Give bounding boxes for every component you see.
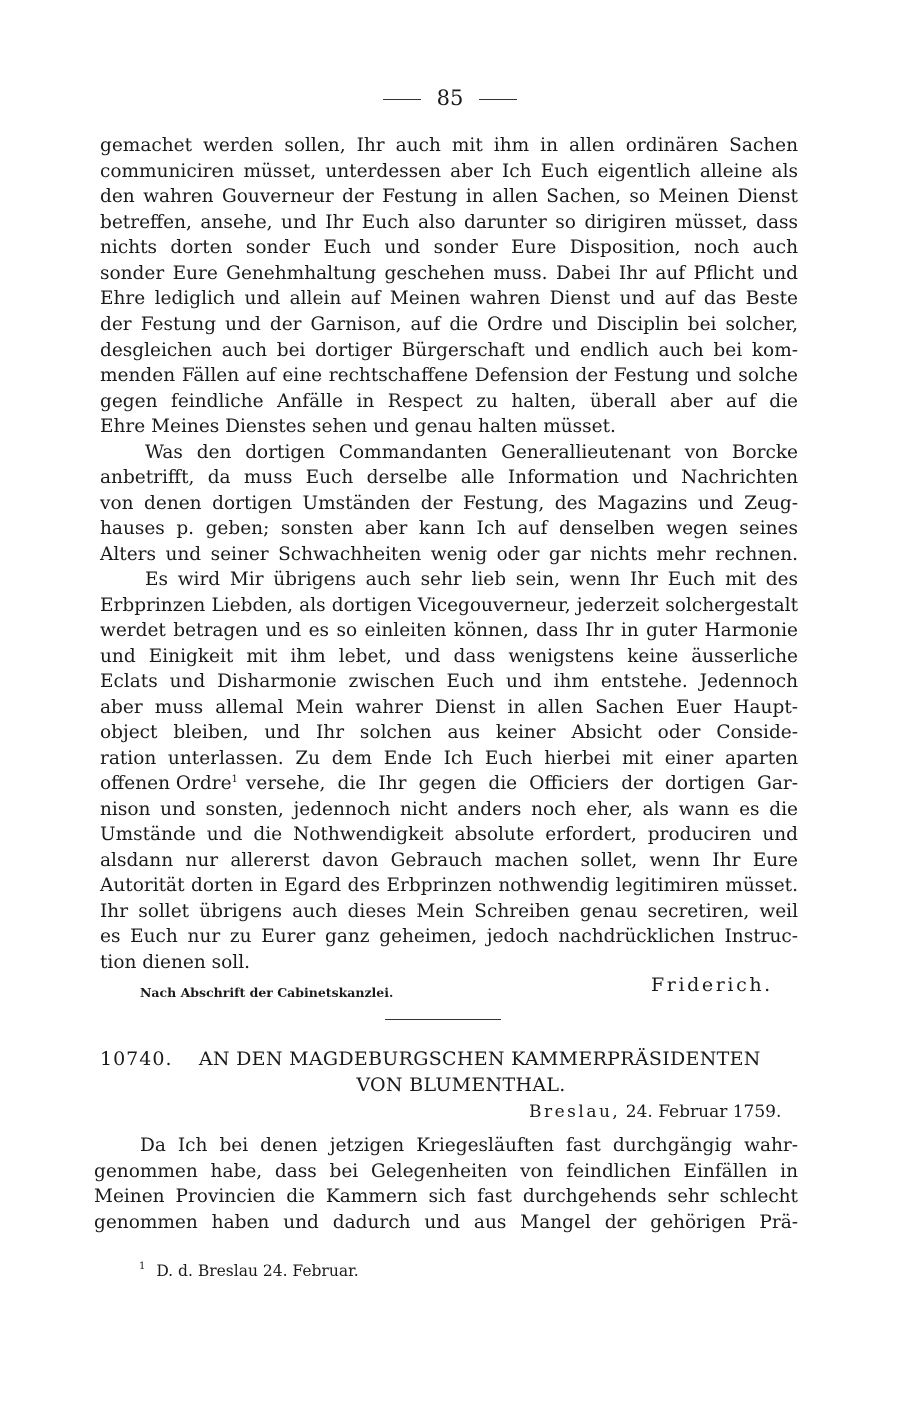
letter-number: 10740.	[100, 1048, 173, 1070]
text-fragment-main: offenen Ordre	[100, 773, 232, 794]
text-line: nison und sonsten, jedennoch nicht anders noch eher, als wann es die	[100, 799, 798, 820]
text-line: alsdann nur allererst davon Gebrauch machen sollet, wenn Ihr Eure	[100, 850, 798, 871]
text-line: von denen dortigen Umständen der Festung, des Magazins und Zeug-	[100, 493, 798, 514]
source-note: Nach Abschrift der Cabinetskanzlei.	[140, 985, 394, 1000]
text-line: Eclats und Disharmonie zwischen Euch und ihm entstehe. Jedennoch	[100, 671, 798, 692]
letter-date: 24. Februar 1759.	[625, 1102, 782, 1122]
section-divider	[385, 1019, 501, 1020]
footnote-reference: 1	[231, 774, 238, 785]
text-line: und Einigkeit mit ihm lebet, und dass wenigstens keine äusserliche	[100, 646, 798, 667]
text-line: hauses p. geben; sonsten aber kann Ich auf denselben wegen seines	[100, 518, 798, 539]
text-line: Ehre Meines Dienstes sehen und genau halten müsset.	[100, 416, 616, 437]
letter-place: Breslau,	[529, 1102, 621, 1122]
letter-heading-line1: AN DEN MAGDEBURGSCHEN KAMMERPRÄSIDENTEN	[198, 1048, 761, 1070]
text-line: Es wird Mir übrigens auch sehr lieb sein, wenn Ihr Euch mit des	[145, 569, 798, 590]
text-line: betreffen, ansehe, und Ihr Euch also darunter so dirigiren müsset, dass	[100, 212, 798, 233]
text-line: Da Ich bei denen jetzigen Kriegesläuften fast durchgängig wahr-	[140, 1135, 798, 1156]
text-fragment	[100, 771, 238, 797]
page-number-dash-right	[479, 99, 517, 100]
text-line: tion dienen soll.	[100, 952, 250, 973]
text-line: genommen habe, dass bei Gelegenheiten von feindlichen Einfällen in	[94, 1161, 798, 1182]
text-line: der Festung und der Garnison, auf die Ordre und Disciplin bei solcher,	[100, 314, 798, 335]
text-line: communiciren müsset, unterdessen aber Ich Euch eigentlich alleine als	[100, 161, 798, 182]
text-line: desgleichen auch bei dortiger Bürgerschaft und endlich auch bei kom-	[100, 340, 798, 361]
footnote	[139, 1262, 359, 1280]
text-line: Alters und seiner Schwachheiten wenig oder gar nichts mehr rechnen.	[100, 544, 798, 565]
signature: Friderich.	[651, 974, 773, 996]
text-line: Was den dortigen Commandanten Generallieutenant von Borcke	[145, 442, 798, 463]
footnote-text: D. d. Breslau 24. Februar.	[156, 1262, 359, 1280]
text-line: sonder Eure Genehmhaltung geschehen muss. Dabei Ihr auf Pflicht und	[100, 263, 798, 284]
text-line: werdet betragen und es so einleiten können, dass Ihr in guter Harmonie	[100, 620, 798, 641]
text-line: den wahren Gouverneur der Festung in allen Sachen, so Meinen Dienst	[100, 186, 798, 207]
text-line: Ehre lediglich und allein auf Meinen wahren Dienst und auf das Beste	[100, 288, 798, 309]
footnote-marker: 1	[139, 1261, 146, 1272]
text-line: nichts dorten sonder Euch und sonder Eure Disposition, noch auch	[100, 237, 798, 258]
text-line: Meinen Provincien die Kammern sich fast durchgehends sehr schlecht	[94, 1186, 798, 1207]
letter-dateline	[529, 1102, 781, 1122]
letter-heading-line2: VON BLUMENTHAL.	[356, 1074, 566, 1096]
text-line: anbetrifft, da muss Euch derselbe alle Information und Nachrichten	[100, 467, 798, 488]
page-number	[0, 86, 900, 110]
text-line: gemachet werden sollen, Ihr auch mit ihm in allen ordinären Sachen	[100, 135, 798, 156]
text-line: object bleiben, und Ihr solchen aus keiner Absicht oder Conside-	[100, 722, 798, 743]
text-line: ration unterlassen. Zu dem Ende Ich Euch hierbei mit einer aparten	[100, 748, 798, 769]
text-line: gegen feindliche Anfälle in Respect zu halten, überall aber auf die	[100, 391, 798, 412]
text-line: es Euch nur zu Eurer ganz geheimen, jedoch nachdrücklichen Instruc-	[100, 926, 798, 947]
letter-heading	[100, 1046, 798, 1072]
text-line	[100, 771, 798, 797]
page-number-dash-left	[383, 99, 421, 100]
text-line: Umstände und die Nothwendigkeit absolute erfordert, produciren und	[100, 824, 798, 845]
text-line: menden Fällen auf eine rechtschaffene Defension der Festung und solche	[100, 365, 798, 386]
text-line: genommen haben und dadurch und aus Mangel der gehörigen Prä-	[94, 1212, 798, 1233]
text-line: Ihr sollet übrigens auch dieses Mein Schreiben genau secretiren, weil	[100, 901, 798, 922]
text-line: aber muss allemal Mein wahrer Dienst in allen Sachen Euer Haupt-	[100, 697, 798, 718]
text-line: Autorität dorten in Egard des Erbprinzen nothwendig legitimiren müsset.	[100, 875, 798, 896]
text-fragment: versehe, die Ihr gegen die Officiers der dortigen Gar-	[245, 773, 798, 794]
page-number-text: 85	[436, 86, 464, 110]
text-line: Erbprinzen Liebden, als dortigen Vicegouverneur, jederzeit solchergestalt	[100, 595, 798, 616]
